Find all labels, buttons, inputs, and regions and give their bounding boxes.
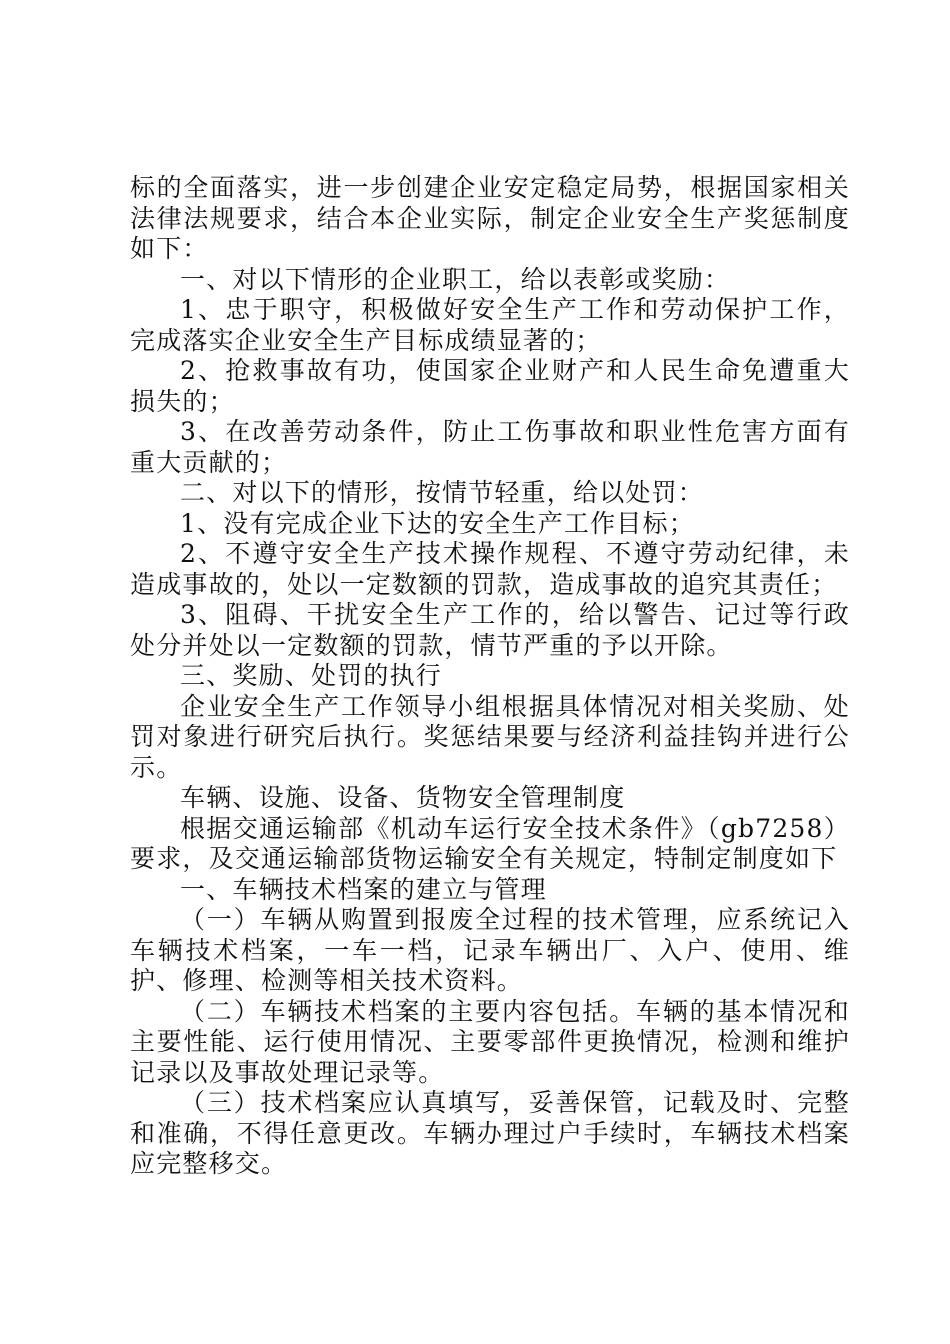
paragraph-11: 企业安全生产工作领导小组根据具体情况对相关奖励、处罚对象进行研究后执行。奖惩结果要与经济利益挂钩并进行公示。 — [130, 691, 850, 782]
paragraph-6: 二、对以下的情形，按情节轻重，给以处罚： — [180, 478, 705, 507]
paragraph-14: 一、车辆技术档案的建立与管理 — [180, 874, 547, 904]
paragraph-4: 2、抢救事故有功，使国家企业财产和人民生命免遭重大损失的； — [130, 356, 850, 416]
paragraph-16: （二）车辆技术档案的主要内容包括。车辆的基本情况和主要性能、运行使用情况、主要零部件更换情况，检测和维护记录以及事故处理记录等。 — [130, 996, 850, 1087]
document-body — [130, 173, 850, 1180]
paragraph-2: 一、对以下情形的企业职工，给以表彰或奖励： — [180, 264, 731, 294]
paragraph-3: 1、忠于职守，积极做好安全生产工作和劳动保护工作，完成落实企业安全生产目标成绩显著的； — [130, 295, 850, 355]
paragraph-15: （一）车辆从购置到报废全过程的技术管理，应系统记入车辆技术档案，一车一档，记录车辆出厂、入户、使用、维护、修理、检测等相关技术资料。 — [130, 905, 850, 995]
paragraph-10: 三、奖励、处罚的执行 — [180, 661, 443, 690]
paragraph-12: 车辆、设施、设备、货物安全管理制度 — [180, 783, 626, 812]
paragraph-17: （三）技术档案应认真填写，妥善保管，记载及时、完整和准确，不得任意更改。车辆办理过户手续时，车辆技术档案应完整移交。 — [130, 1088, 850, 1178]
paragraph-1: 标的全面落实，进一步创建企业安定稳定局势，根据国家相关法律法规要求，结合本企业实际，制定企业安全生产奖惩制度如下： — [130, 173, 850, 263]
paragraph-8: 2、不遵守安全生产技术操作规程、不遵守劳动纪律，未造成事故的，处以一定数额的罚款，造成事故的追究其责任； — [130, 539, 850, 599]
paragraph-5: 3、在改善劳动条件，防止工伤事故和职业性危害方面有重大贡献的； — [130, 417, 850, 477]
paragraph-9: 3、阻碍、干扰安全生产工作的，给以警告、记过等行政处分并处以一定数额的罚款，情节严重的予以开除。 — [130, 600, 850, 660]
paragraph-7: 1、没有完成企业下达的安全生产工作目标； — [180, 508, 695, 538]
paragraph-13: 根据交通运输部《机动车运行安全技术条件》（gb7258）要求，及交通运输部货物运输安全有关规定，特制定制度如下 — [130, 813, 850, 873]
